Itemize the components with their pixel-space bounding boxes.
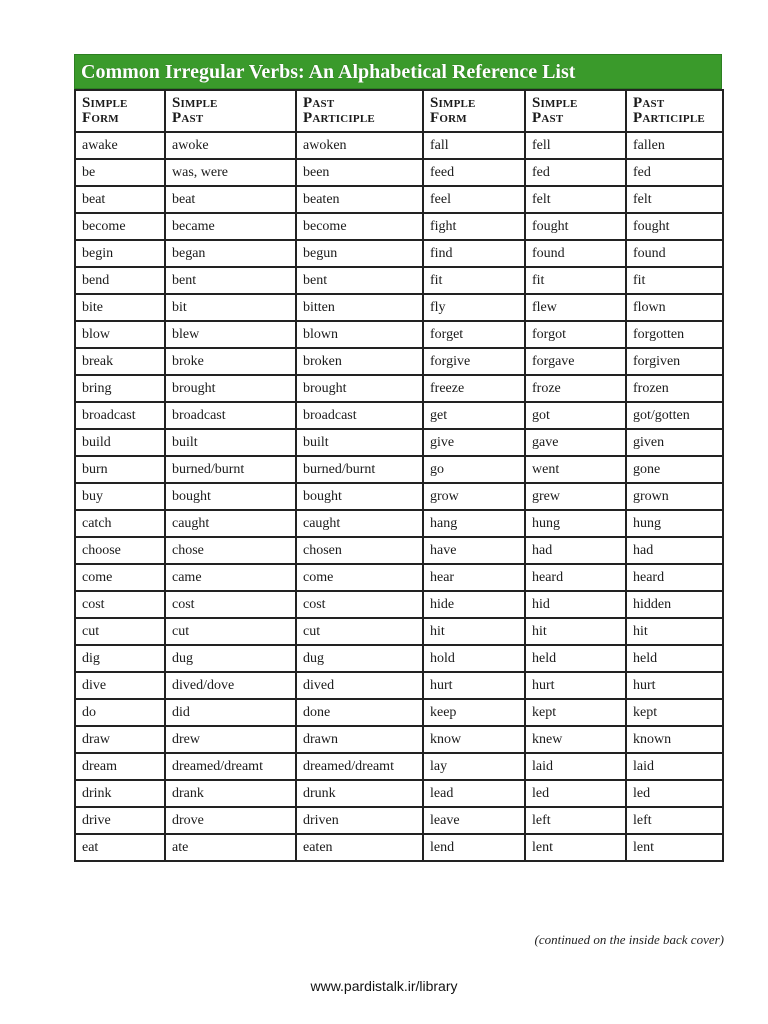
simple-past-cell: dug (165, 645, 296, 672)
simple-form-cell: come (75, 564, 165, 591)
simple-past-cell: drank (165, 780, 296, 807)
simple-form-cell: lend (423, 834, 525, 861)
past-participle-cell: drunk (296, 780, 423, 807)
simple-form-cell: fit (423, 267, 525, 294)
past-participle-cell: blown (296, 321, 423, 348)
simple-form-cell: dive (75, 672, 165, 699)
simple-form-cell: lead (423, 780, 525, 807)
simple-form-cell: feel (423, 186, 525, 213)
simple-form-cell: cut (75, 618, 165, 645)
simple-past-cell: flew (525, 294, 626, 321)
simple-form-cell: beat (75, 186, 165, 213)
simple-form-cell: choose (75, 537, 165, 564)
continuation-note: (continued on the inside back cover) (534, 932, 724, 947)
past-participle-cell: come (296, 564, 423, 591)
simple-form-cell: break (75, 348, 165, 375)
past-participle-cell: hurt (626, 672, 723, 699)
past-participle-header (296, 90, 423, 132)
simple-past-cell: began (165, 240, 296, 267)
simple-form-cell: keep (423, 699, 525, 726)
table-row (75, 429, 723, 456)
simple-past-cell: kept (525, 699, 626, 726)
simple-past-cell: did (165, 699, 296, 726)
simple-form-cell: bend (75, 267, 165, 294)
past-participle-cell: dreamed/dreamt (296, 753, 423, 780)
simple-form-cell: begin (75, 240, 165, 267)
table-row (75, 483, 723, 510)
past-participle-cell: broadcast (296, 402, 423, 429)
simple-past-cell: forgot (525, 321, 626, 348)
table-row (75, 267, 723, 294)
simple-form-cell: grow (423, 483, 525, 510)
past-participle-cell: laid (626, 753, 723, 780)
simple-form-cell: know (423, 726, 525, 753)
simple-past-cell: fought (525, 213, 626, 240)
past-participle-cell: had (626, 537, 723, 564)
simple-form-cell: buy (75, 483, 165, 510)
header-word: Past (172, 110, 204, 126)
simple-past-cell: found (525, 240, 626, 267)
past-participle-cell: hung (626, 510, 723, 537)
table-row (75, 132, 723, 159)
simple-form-cell: be (75, 159, 165, 186)
simple-form-cell: burn (75, 456, 165, 483)
table-row (75, 672, 723, 699)
simple-form-cell: bite (75, 294, 165, 321)
past-participle-cell: been (296, 159, 423, 186)
simple-past-cell: knew (525, 726, 626, 753)
header-word: Past (633, 95, 665, 111)
table-row (75, 726, 723, 753)
past-participle-cell: bent (296, 267, 423, 294)
past-participle-cell: brought (296, 375, 423, 402)
source-url: www.pardistalk.ir/library (310, 978, 458, 994)
simple-form-cell: find (423, 240, 525, 267)
simple-past-cell: grew (525, 483, 626, 510)
simple-past-cell: hung (525, 510, 626, 537)
header-word: Simple (172, 95, 218, 111)
simple-past-cell: brought (165, 375, 296, 402)
simple-past-cell: dived/dove (165, 672, 296, 699)
past-participle-cell: found (626, 240, 723, 267)
table-row (75, 456, 723, 483)
verb-table-header (75, 90, 723, 132)
table-row (75, 240, 723, 267)
table-row (75, 591, 723, 618)
header-word: Simple (82, 95, 128, 111)
header-word: Participle (633, 110, 705, 126)
past-participle-cell: left (626, 807, 723, 834)
simple-past-cell: ate (165, 834, 296, 861)
table-row (75, 186, 723, 213)
past-participle-cell: got/gotten (626, 402, 723, 429)
table-row (75, 645, 723, 672)
header-word: Form (430, 110, 467, 126)
past-participle-cell: forgotten (626, 321, 723, 348)
simple-past-cell: burned/burnt (165, 456, 296, 483)
past-participle-cell: broken (296, 348, 423, 375)
past-participle-header (626, 90, 723, 132)
simple-past-cell: hurt (525, 672, 626, 699)
simple-past-cell: drove (165, 807, 296, 834)
simple-past-cell: held (525, 645, 626, 672)
simple-form-cell: build (75, 429, 165, 456)
simple-form-cell: cost (75, 591, 165, 618)
simple-past-cell: froze (525, 375, 626, 402)
simple-form-cell: fight (423, 213, 525, 240)
past-participle-cell: driven (296, 807, 423, 834)
past-participle-cell: fit (626, 267, 723, 294)
past-participle-cell: chosen (296, 537, 423, 564)
simple-form-cell: have (423, 537, 525, 564)
simple-past-cell: was, were (165, 159, 296, 186)
simple-form-cell: hurt (423, 672, 525, 699)
simple-past-cell: felt (525, 186, 626, 213)
simple-past-cell: fed (525, 159, 626, 186)
simple-past-cell: had (525, 537, 626, 564)
past-participle-cell: bitten (296, 294, 423, 321)
simple-form-cell: go (423, 456, 525, 483)
simple-past-cell: went (525, 456, 626, 483)
header-word: Past (303, 95, 335, 111)
verb-table (74, 89, 724, 862)
simple-form-cell: drink (75, 780, 165, 807)
table-row (75, 510, 723, 537)
simple-form-cell: hit (423, 618, 525, 645)
past-participle-cell: dug (296, 645, 423, 672)
past-participle-cell: given (626, 429, 723, 456)
simple-past-cell: bent (165, 267, 296, 294)
simple-past-cell: built (165, 429, 296, 456)
simple-past-cell: cost (165, 591, 296, 618)
table-row (75, 618, 723, 645)
simple-form-cell: hang (423, 510, 525, 537)
simple-form-cell: do (75, 699, 165, 726)
past-participle-cell: heard (626, 564, 723, 591)
simple-form-cell: broadcast (75, 402, 165, 429)
simple-form-header (75, 90, 165, 132)
simple-past-cell: cut (165, 618, 296, 645)
simple-past-header (165, 90, 296, 132)
simple-form-cell: give (423, 429, 525, 456)
simple-form-cell: hear (423, 564, 525, 591)
past-participle-cell: held (626, 645, 723, 672)
simple-form-cell: awake (75, 132, 165, 159)
simple-past-cell: fit (525, 267, 626, 294)
table-row (75, 321, 723, 348)
reference-sheet (74, 54, 722, 862)
past-participle-cell: beaten (296, 186, 423, 213)
past-participle-cell: cost (296, 591, 423, 618)
table-row (75, 537, 723, 564)
simple-form-cell: freeze (423, 375, 525, 402)
simple-form-cell: blow (75, 321, 165, 348)
header-word: Participle (303, 110, 375, 126)
simple-past-header (525, 90, 626, 132)
past-participle-cell: burned/burnt (296, 456, 423, 483)
past-participle-cell: become (296, 213, 423, 240)
simple-past-cell: dreamed/dreamt (165, 753, 296, 780)
past-participle-cell: drawn (296, 726, 423, 753)
simple-past-cell: broke (165, 348, 296, 375)
past-participle-cell: dived (296, 672, 423, 699)
simple-form-cell: dig (75, 645, 165, 672)
simple-form-cell: dream (75, 753, 165, 780)
table-row (75, 213, 723, 240)
table-row (75, 807, 723, 834)
simple-past-cell: bought (165, 483, 296, 510)
simple-past-cell: got (525, 402, 626, 429)
simple-past-cell: became (165, 213, 296, 240)
past-participle-cell: hit (626, 618, 723, 645)
simple-form-cell: lay (423, 753, 525, 780)
simple-form-cell: fall (423, 132, 525, 159)
header-row (75, 90, 723, 132)
simple-past-cell: chose (165, 537, 296, 564)
simple-past-cell: awoke (165, 132, 296, 159)
past-participle-cell: cut (296, 618, 423, 645)
simple-past-cell: heard (525, 564, 626, 591)
past-participle-cell: hidden (626, 591, 723, 618)
simple-form-cell: drive (75, 807, 165, 834)
past-participle-cell: grown (626, 483, 723, 510)
past-participle-cell: frozen (626, 375, 723, 402)
header-word: Form (82, 110, 119, 126)
simple-form-cell: eat (75, 834, 165, 861)
simple-form-cell: draw (75, 726, 165, 753)
simple-past-cell: came (165, 564, 296, 591)
table-row (75, 834, 723, 861)
simple-past-cell: blew (165, 321, 296, 348)
simple-past-cell: gave (525, 429, 626, 456)
past-participle-cell: led (626, 780, 723, 807)
table-row (75, 375, 723, 402)
simple-past-cell: forgave (525, 348, 626, 375)
simple-form-cell: get (423, 402, 525, 429)
simple-past-cell: beat (165, 186, 296, 213)
verb-table-body (75, 132, 723, 861)
past-participle-cell: felt (626, 186, 723, 213)
simple-past-cell: lent (525, 834, 626, 861)
simple-past-cell: hid (525, 591, 626, 618)
simple-past-cell: hit (525, 618, 626, 645)
header-word: Past (532, 110, 564, 126)
past-participle-cell: flown (626, 294, 723, 321)
simple-form-cell: feed (423, 159, 525, 186)
simple-form-cell: fly (423, 294, 525, 321)
simple-form-header (423, 90, 525, 132)
header-word: Simple (532, 95, 578, 111)
simple-past-cell: fell (525, 132, 626, 159)
past-participle-cell: known (626, 726, 723, 753)
past-participle-cell: fed (626, 159, 723, 186)
past-participle-cell: done (296, 699, 423, 726)
past-participle-cell: caught (296, 510, 423, 537)
simple-past-cell: led (525, 780, 626, 807)
simple-form-cell: become (75, 213, 165, 240)
page-title: Common Irregular Verbs: An Alphabetical Reference List (74, 54, 722, 89)
table-row (75, 564, 723, 591)
header-word: Simple (430, 95, 476, 111)
simple-form-cell: catch (75, 510, 165, 537)
past-participle-cell: built (296, 429, 423, 456)
simple-form-cell: forget (423, 321, 525, 348)
simple-past-cell: broadcast (165, 402, 296, 429)
table-row (75, 699, 723, 726)
past-participle-cell: kept (626, 699, 723, 726)
simple-form-cell: hide (423, 591, 525, 618)
simple-form-cell: hold (423, 645, 525, 672)
simple-past-cell: caught (165, 510, 296, 537)
simple-past-cell: bit (165, 294, 296, 321)
simple-past-cell: drew (165, 726, 296, 753)
table-row (75, 780, 723, 807)
table-row (75, 753, 723, 780)
past-participle-cell: forgiven (626, 348, 723, 375)
simple-past-cell: left (525, 807, 626, 834)
table-row (75, 348, 723, 375)
table-row (75, 294, 723, 321)
table-row (75, 402, 723, 429)
past-participle-cell: begun (296, 240, 423, 267)
past-participle-cell: fallen (626, 132, 723, 159)
past-participle-cell: fought (626, 213, 723, 240)
past-participle-cell: eaten (296, 834, 423, 861)
simple-form-cell: bring (75, 375, 165, 402)
past-participle-cell: lent (626, 834, 723, 861)
simple-past-cell: laid (525, 753, 626, 780)
simple-form-cell: forgive (423, 348, 525, 375)
table-row (75, 159, 723, 186)
past-participle-cell: gone (626, 456, 723, 483)
past-participle-cell: bought (296, 483, 423, 510)
past-participle-cell: awoken (296, 132, 423, 159)
simple-form-cell: leave (423, 807, 525, 834)
